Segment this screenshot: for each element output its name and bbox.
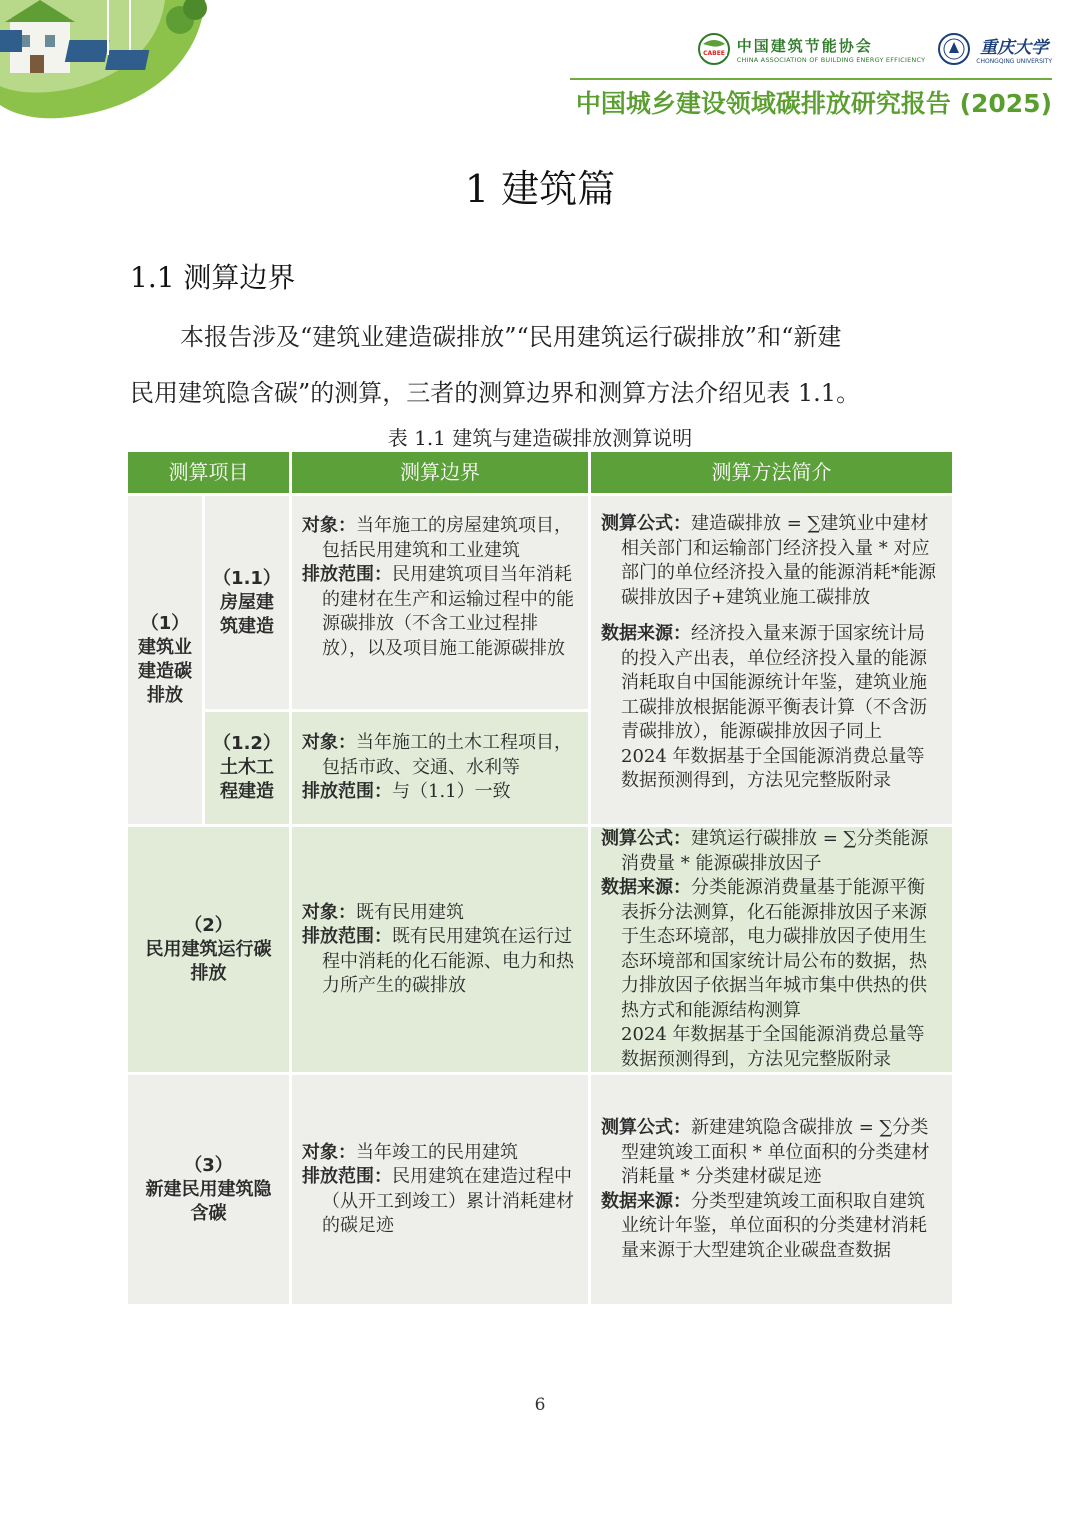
cabee-abbr: CABEE: [702, 50, 725, 57]
section-title: 1.1 测算边界: [130, 261, 296, 294]
subcategory-1-1-label: （1.1） 房屋建 筑建造: [213, 567, 281, 637]
method-2-note: 2024 年数据基于全国能源消费总量等数据预测得到，方法见完整版附录: [621, 1024, 925, 1070]
header-logos: [697, 32, 1052, 66]
method-2-source: 分类能源消费量基于能源平衡表拆分法测算，化石能源排放因子来源于生态环境部，电力碳排放因子使用生态环境部和国家统计局公布的数据，热力排放因子依据当年城市集中供热的供热方式和能源结构测算: [621, 877, 927, 1021]
boundary-3-object: 当年竣工的民用建筑: [356, 1141, 518, 1163]
category-2: [128, 827, 289, 1072]
formula-label: 测算公式：: [601, 513, 691, 534]
scope-label: 排放范围：: [302, 1166, 392, 1187]
boundary-1-1: [292, 496, 588, 709]
category-3: [128, 1075, 289, 1304]
header-divider: [570, 78, 1052, 80]
boundary-1-1-object: 当年施工的房屋建筑项目，包括民用建筑和工业建筑: [322, 515, 572, 561]
boundary-3: [292, 1075, 588, 1304]
cabee-logo: [697, 32, 926, 66]
source-label: 数据来源：: [601, 877, 691, 898]
method-3-source: 分类型建筑竣工面积取自建筑业统计年鉴，单位面积的分类建材消耗量来源于大型建筑企业碳盘查数据: [621, 1190, 927, 1261]
object-label: 对象：: [302, 732, 356, 754]
subcategory-1-1: [205, 496, 289, 709]
intro-line-1: 本报告涉及“建筑业建造碳排放”“民用建筑运行碳排放”和“新建: [180, 323, 842, 351]
cqu-seal-icon: [937, 32, 971, 66]
method-1-formula: 建造碳排放 = ∑建筑业中建材相关部门和运输部门经济投入量 * 对应部门的单位经济投入量的能源消耗*能源碳排放因子+建筑业施工碳排放: [621, 513, 936, 608]
boundary-3-scope: 民用建筑在建造过程中（从开工到竣工）累计消耗建材的碳足迹: [322, 1166, 574, 1236]
boundary-1-2-scope: 与（1.1）一致: [392, 781, 511, 803]
category-2-label: （2） 民用建筑运行碳 排放: [145, 914, 272, 984]
source-label: 数据来源：: [601, 1190, 691, 1212]
boundary-2-scope: 既有民用建筑在运行过程中消耗的化石能源、电力和热力所产生的碳排放: [322, 926, 574, 996]
cabee-name-en: CHINA ASSOCIATION OF BUILDING ENERGY EFFICIENCY: [736, 55, 926, 64]
method-2: [591, 827, 952, 1072]
scope-label: 排放范围：: [302, 781, 392, 803]
method-1-source: 经济投入量来源于国家统计局的投入产出表，单位经济投入量的能源消耗取自中国能源统计年鉴，建筑业施工碳排放根据能源平衡表计算（不含沥青碳排放），能源碳排放因子同上: [621, 623, 927, 742]
report-title: 中国城乡建设领域碳排放研究报告 (2025): [575, 89, 1052, 118]
source-label: 数据来源：: [601, 623, 691, 644]
page-number: 6: [534, 1395, 546, 1415]
cqu-name-en: CHONGQING UNIVERSITY: [976, 58, 1052, 65]
method-3-formula: 新建建筑隐含碳排放 = ∑分类型建筑竣工面积 * 单位面积的分类建材消耗量 * 分类建材碳足迹: [621, 1117, 930, 1187]
method-1-note: 2024 年数据基于全国能源消费总量等数据预测得到，方法见完整版附录: [621, 745, 925, 791]
object-label: 对象：: [302, 515, 356, 536]
boundary-1-1-scope: 民用建筑项目当年消耗的建材在生产和运输过程中的能源碳排放（不含工业过程排放），以及项目施工能源碳排放: [322, 564, 574, 659]
header-item: 测算项目: [128, 452, 289, 493]
object-label: 对象：: [302, 901, 356, 923]
boundary-2: [292, 827, 588, 1072]
cabee-globe-icon: [697, 32, 731, 66]
object-label: 对象：: [302, 1141, 356, 1163]
formula-label: 测算公式：: [601, 1117, 691, 1138]
subcategory-1-2: [205, 712, 289, 824]
carbon-method-table: [128, 452, 952, 1304]
corner-illustration: [0, 0, 240, 125]
chapter-title: 1 建筑篇: [464, 167, 616, 211]
method-3: [591, 1075, 952, 1304]
header-method: 测算方法简介: [591, 452, 952, 493]
subcategory-1-2-label: （1.2） 土木工 程建造: [213, 733, 281, 802]
boundary-2-object: 既有民用建筑: [356, 901, 464, 923]
table-caption: 表 1.1 建筑与建造碳排放测算说明: [387, 426, 693, 450]
intro-line-2: 民用建筑隐含碳”的测算，三者的测算边界和测算方法介绍见表 1.1。: [130, 379, 861, 407]
category-1: [128, 496, 202, 824]
boundary-1-2-object: 当年施工的土木工程项目，包括市政、交通、水利等: [322, 732, 572, 778]
boundary-1-2: [292, 712, 588, 824]
cqu-name-cn: 重庆大学: [980, 38, 1049, 58]
scope-label: 排放范围：: [302, 926, 392, 947]
category-3-label: （3） 新建民用建筑隐 含碳: [145, 1154, 272, 1224]
cqu-logo: [937, 32, 1052, 66]
method-1: [591, 496, 952, 824]
category-1-label: （1） 建筑业 建造碳 排放: [138, 613, 192, 706]
method-2-formula: 建筑运行碳排放 = ∑分类能源消费量 * 能源碳排放因子: [621, 828, 929, 874]
formula-label: 测算公式：: [601, 828, 691, 849]
scope-label: 排放范围：: [302, 564, 392, 585]
header-boundary: 测算边界: [292, 452, 588, 493]
cabee-name-cn: 中国建筑节能协会: [736, 36, 873, 55]
